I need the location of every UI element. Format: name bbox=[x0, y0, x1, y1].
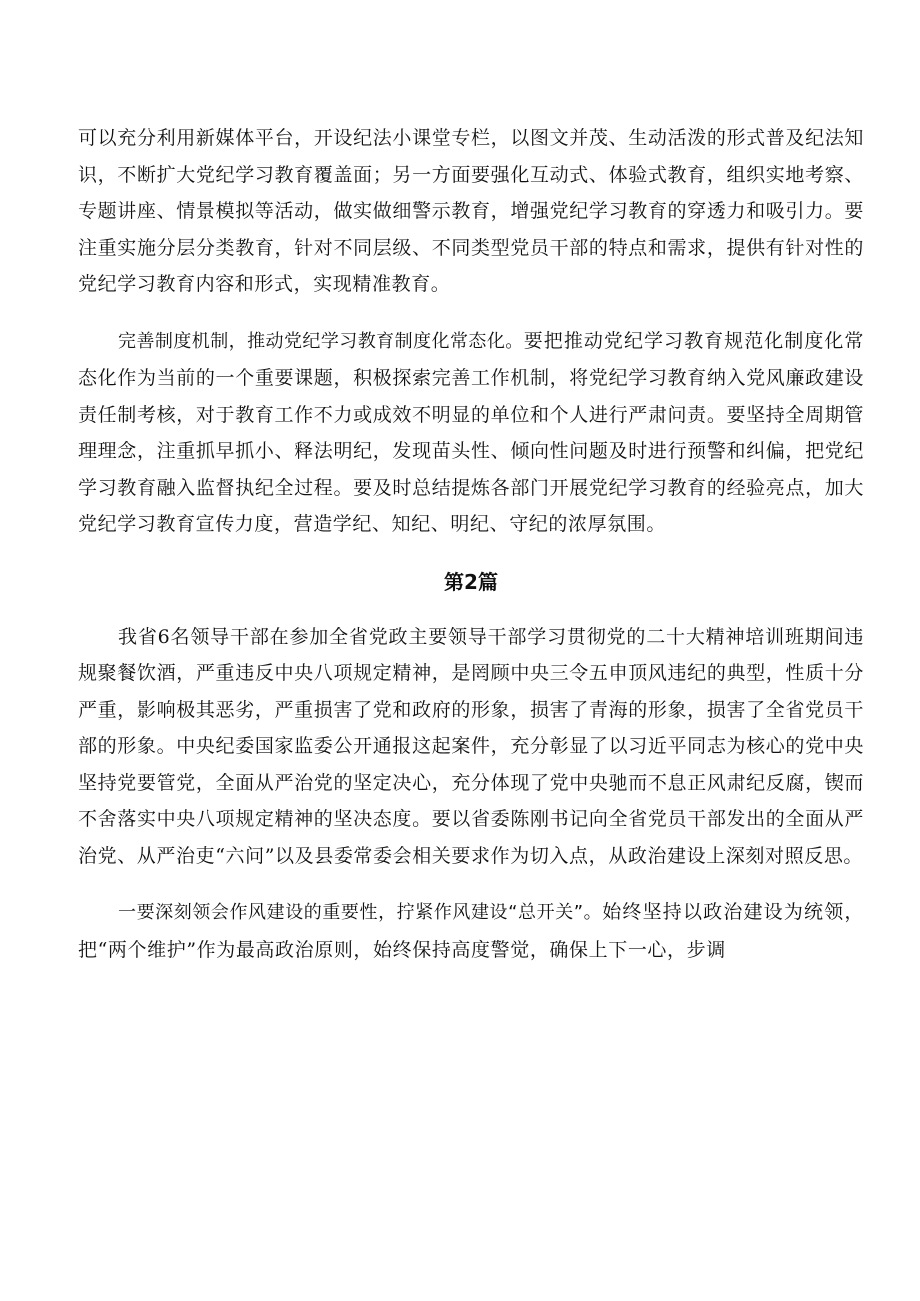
paragraph-2 bbox=[78, 323, 864, 543]
paragraph-4-body: 始终坚持以政治建设为统领，把“两个维护”作为最高政治原则，始终保持高度警觉，确保上下一心，步调 bbox=[78, 901, 864, 961]
section-heading: 第2篇 bbox=[444, 569, 498, 594]
paragraph-2-body: 要把推动党纪学习教育规范化制度化常态化作为当前的一个重要课题，积极探索完善工作机制，将党纪学习教育纳入党风廉政建设责任制考核，对于教育工作不力或成效不明显的单位和个人进行严肃问责。要坚持全周期管理理念，注重抓早抓小、释法明纪，发现苗头性、倾向性问题及时进行预警和纠偏，把党纪学习教育融入监督执纪全过程。要及时总结提炼各部门开展党纪学习教育的经验亮点，加大党纪学习教育宣传力度，营造学纪、知纪、明纪、守纪的浓厚氛围。 bbox=[78, 329, 865, 535]
paragraph-3: 我省6名领导干部在参加全省党政主要领导干部学习贯彻党的二十大精神培训班期间违规聚餐饮酒，严重违反中央八项规定精神，是罔顾中央三令五申顶风违纪的典型，性质十分严重，影响极其恶劣，严重损害了党和政府的形象，损害了青海的形象，损害了全省党员干部的形象。中央纪委国家监委公开通报这起案件，充分彰显了以习近平同志为核心的党中央坚持党要管党，全面从严治党的坚定决心，充分体现了党中央驰而不息正风肃纪反腐，锲而不舍落实中央八项规定精神的坚决态度。要以省委陈刚书记向全省党员干部发出的全面从严治党、从严治吏“六问”以及县委常委会相关要求作为切入点，从政治建设上深刻对照反思。 bbox=[78, 625, 864, 867]
paragraph-1: 可以充分利用新媒体平台，开设纪法小课堂专栏，以图文并茂、生动活泼的形式普及纪法知识，不断扩大党纪学习教育覆盖面；另一方面要强化互动式、体验式教育，组织实地考察、专题讲座、情景模拟等活动，做实做细警示教育，增强党纪学习教育的穿透力和吸引力。要注重实施分层分类教育，针对不同层级、不同类型党员干部的特点和需求，提供有针对性的党纪学习教育内容和形式，实现精准教育。 bbox=[78, 127, 864, 295]
paragraph-4 bbox=[78, 894, 864, 968]
paragraph-4-lead: 一要深刻领会作风建设的重要性，拧紧作风建设“总开关”。 bbox=[118, 902, 603, 923]
paragraph-2-lead: 完善制度机制，推动党纪学习教育制度化常态化。 bbox=[118, 330, 524, 352]
document-page bbox=[78, 120, 864, 968]
